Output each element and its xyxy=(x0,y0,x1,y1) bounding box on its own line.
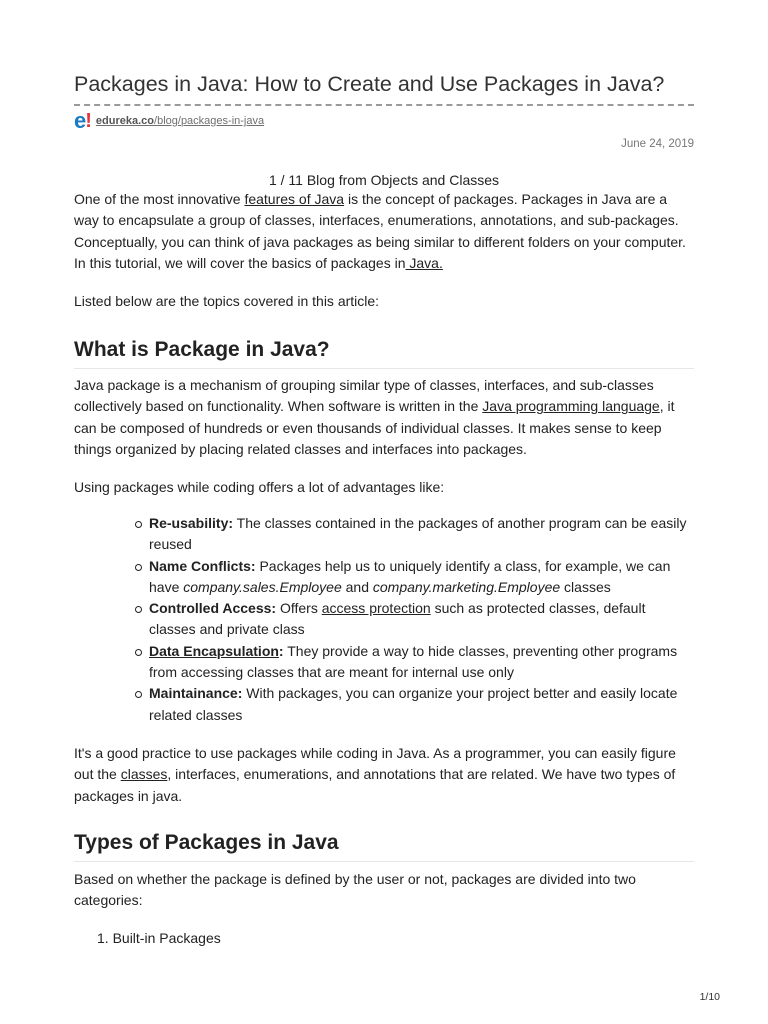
advantages-list xyxy=(149,513,694,726)
list-item xyxy=(149,683,694,726)
bullet-emphasis: company.sales.Employee xyxy=(183,578,342,595)
section-heading-what-is-package: What is Package in Java? xyxy=(74,338,330,361)
source-line xyxy=(74,108,265,133)
section1-paragraph-3 xyxy=(74,743,694,807)
s1p1-text-1: Java package is a mechanism of grouping similar type of classes, interfaces, and sub-classes collectively based on functionality. When software is written in the xyxy=(74,377,654,415)
intro-text-1: One of the most innovative xyxy=(74,191,245,207)
title-divider xyxy=(74,104,694,106)
bullet-icon xyxy=(135,564,142,571)
s1p1-text-2: , it can be composed of hundreds or even thousands of individual classes. It makes sense to keep things organized by placing related classes and interfaces into packages. xyxy=(74,398,675,457)
bullet-label: Maintainance: xyxy=(149,685,243,702)
section-heading-types-of-packages: Types of Packages in Java xyxy=(74,831,339,854)
java-link[interactable]: Java. xyxy=(405,254,443,271)
bullet-text: such as protected classes, default classes and private class xyxy=(149,600,646,638)
list-item xyxy=(149,556,694,599)
bullet-emphasis: company.marketing.Employee xyxy=(372,578,561,595)
topics-line: Listed below are the topics covered in this article: xyxy=(74,293,380,309)
list-item xyxy=(149,641,694,684)
bullet-text: Offers xyxy=(276,600,322,617)
bullet-icon xyxy=(135,649,142,656)
bullet-icon xyxy=(135,521,142,528)
section1-paragraph-1 xyxy=(74,375,694,460)
source-path-slug: packages-in-java xyxy=(180,115,265,127)
page-number: 1/10 xyxy=(699,991,720,1003)
section2-paragraph-1: Based on whether the package is defined by the user or not, packages are divided into two categories: xyxy=(74,871,636,909)
bullet-text: The classes contained in the packages of another program can be easily reused xyxy=(149,515,687,553)
source-link[interactable]: edureka.co/blog/packages-in-java xyxy=(95,115,265,127)
java-programming-language-link[interactable]: Java programming language xyxy=(482,398,660,415)
bullet-label: Re-usability: xyxy=(149,515,234,531)
bullet-text: With packages, you can organize your project better and easily locate related classes xyxy=(149,685,678,723)
bullet-text: They provide a way to hide classes, preventing other programs from accessing classes that are meant for internal use only xyxy=(149,642,678,681)
section1-paragraph-2: Using packages while coding offers a lot of advantages like: xyxy=(74,479,445,495)
intro-text-2: is the concept of packages. Packages in Java are a way to encapsulate a group of classes, interfaces, enumerations, annotations, and sub-packages. Conceptually, you can think of java packages as being similar to different folders on your computer. In this tutorial, we will cover the basics of packages in xyxy=(74,191,686,271)
s1p3-text-2: , interfaces, enumerations, and annotations that are related. We have two types of packages in java. xyxy=(74,766,676,804)
bullet-text: Packages help us to uniquely identify a class, for example, we can have xyxy=(149,557,671,595)
package-types-list xyxy=(97,928,221,949)
access-protection-link[interactable]: access protection xyxy=(321,600,431,617)
series-label: 1 / 11 Blog from Objects and Classes xyxy=(268,172,500,188)
classes-link[interactable]: classes xyxy=(120,766,168,783)
source-domain: edureka.co xyxy=(95,115,155,127)
data-encapsulation-link[interactable]: Data Encapsulation xyxy=(149,642,279,659)
list-item xyxy=(149,513,694,556)
bullet-text: and xyxy=(341,578,373,595)
section-rule xyxy=(74,861,694,862)
bullet-label: Controlled Access: xyxy=(149,600,277,617)
list-item xyxy=(149,598,694,641)
s1p3-text-1: It's a good practice to use packages while coding in Java. As a programmer, you can easily figure out the xyxy=(74,745,676,783)
bullet-label: Name Conflicts: xyxy=(149,557,256,574)
publish-date: June 24, 2019 xyxy=(621,138,694,150)
edureka-logo: e ! xyxy=(74,108,92,133)
bullet-icon xyxy=(135,606,142,613)
bullet-colon: : xyxy=(278,642,284,659)
list-item: 1. Built-in Packages xyxy=(97,930,221,946)
intro-paragraph xyxy=(74,189,694,274)
features-of-java-link[interactable]: features of Java xyxy=(244,191,345,207)
section-rule xyxy=(74,368,694,369)
page-title: Packages in Java: How to Create and Use Packages in Java? xyxy=(74,72,665,96)
bullet-text: classes xyxy=(560,578,611,595)
bullet-icon xyxy=(135,691,142,698)
source-path-blog: blog xyxy=(157,115,178,127)
